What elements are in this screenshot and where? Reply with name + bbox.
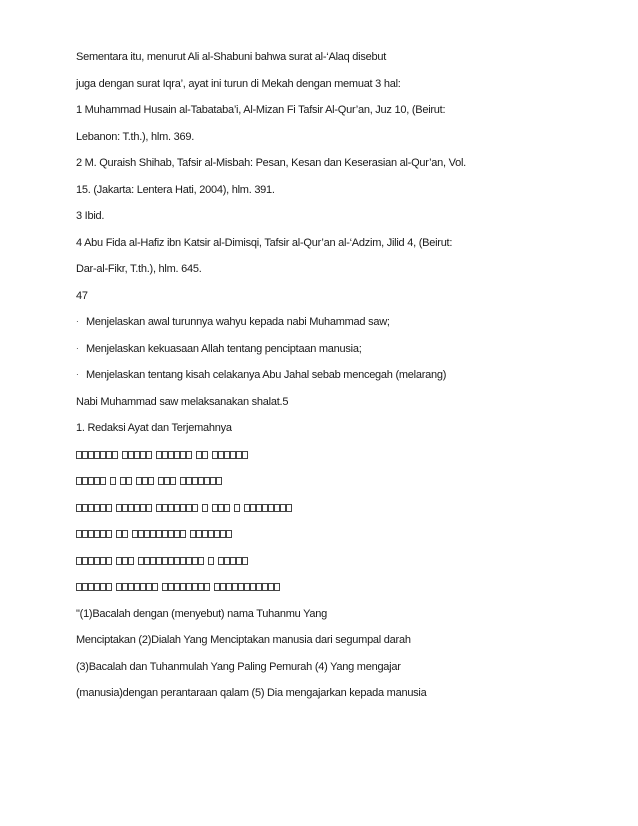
bullet-text: Menjelaskan awal turunnya wahyu kepada nabi Muhammad saw; xyxy=(86,316,390,328)
bullet-text: Menjelaskan kekuasaan Allah tentang penciptaan manusia; xyxy=(86,343,362,355)
footnote-1-cont: Lebanon: T.th.), hlm. 369. xyxy=(76,131,195,143)
text-line: Nabi Muhammad saw melaksanakan shalat.5 xyxy=(76,396,289,408)
missing-glyph-boxes xyxy=(76,554,248,568)
footnote-1: 1 Muhammad Husain al-Tabataba’i, Al-Mizan Fi Tafsir Al-Qur’an, Juz 10, (Beirut: xyxy=(76,104,446,116)
text-line: Sementara itu, menurut Ali al-Shabuni bahwa surat al-‘Alaq disebut xyxy=(76,51,387,63)
translation-line: (manusia)dengan perantaraan qalam (5) Dia mengajarkan kepada manusia xyxy=(76,687,427,699)
arabic-line-placeholder xyxy=(76,580,280,595)
arabic-line-placeholder xyxy=(76,527,232,542)
arabic-line-placeholder xyxy=(76,501,292,516)
footnote-3: 3 Ibid. xyxy=(76,210,105,222)
missing-glyph-boxes xyxy=(76,580,280,594)
footnote-2-cont: 15. (Jakarta: Lentera Hati, 2004), hlm. 391. xyxy=(76,184,275,196)
bullet-icon: · xyxy=(76,317,79,326)
missing-glyph-boxes xyxy=(76,448,248,462)
footnote-4: 4 Abu Fida al-Hafiz ibn Katsir al-Dimisqi, Tafsir al-Qur’an al-‘Adzim, Jilid 4, (Beirut: xyxy=(76,237,453,249)
page-number: 47 xyxy=(76,290,88,302)
bullet-item xyxy=(76,342,362,356)
footnote-4-cont: Dar-al-Fikr, T.th.), hlm. 645. xyxy=(76,263,202,275)
section-heading: 1. Redaksi Ayat dan Terjemahnya xyxy=(76,422,232,434)
arabic-line-placeholder xyxy=(76,554,248,569)
text-line: juga dengan surat Iqra’, ayat ini turun di Mekah dengan memuat 3 hal: xyxy=(76,78,401,90)
footnote-2: 2 M. Quraish Shihab, Tafsir al-Misbah: Pesan, Kesan dan Keserasian al-Qur’an, Vol. xyxy=(76,157,466,169)
bullet-icon: · xyxy=(76,370,79,379)
bullet-text: Menjelaskan tentang kisah celakanya Abu Jahal sebab mencegah (melarang) xyxy=(86,369,447,381)
missing-glyph-boxes xyxy=(76,527,232,541)
arabic-line-placeholder xyxy=(76,448,248,463)
bullet-item xyxy=(76,368,446,382)
arabic-line-placeholder xyxy=(76,474,222,489)
bullet-icon: · xyxy=(76,344,79,353)
translation-line: (3)Bacalah dan Tuhanmulah Yang Paling Pemurah (4) Yang mengajar xyxy=(76,661,401,673)
missing-glyph-boxes xyxy=(76,501,292,515)
missing-glyph-boxes xyxy=(76,474,222,488)
bullet-item xyxy=(76,315,390,329)
translation-line: "(1)Bacalah dengan (menyebut) nama Tuhanmu Yang xyxy=(76,608,328,620)
translation-line: Menciptakan (2)Dialah Yang Menciptakan manusia dari segumpal darah xyxy=(76,634,411,646)
